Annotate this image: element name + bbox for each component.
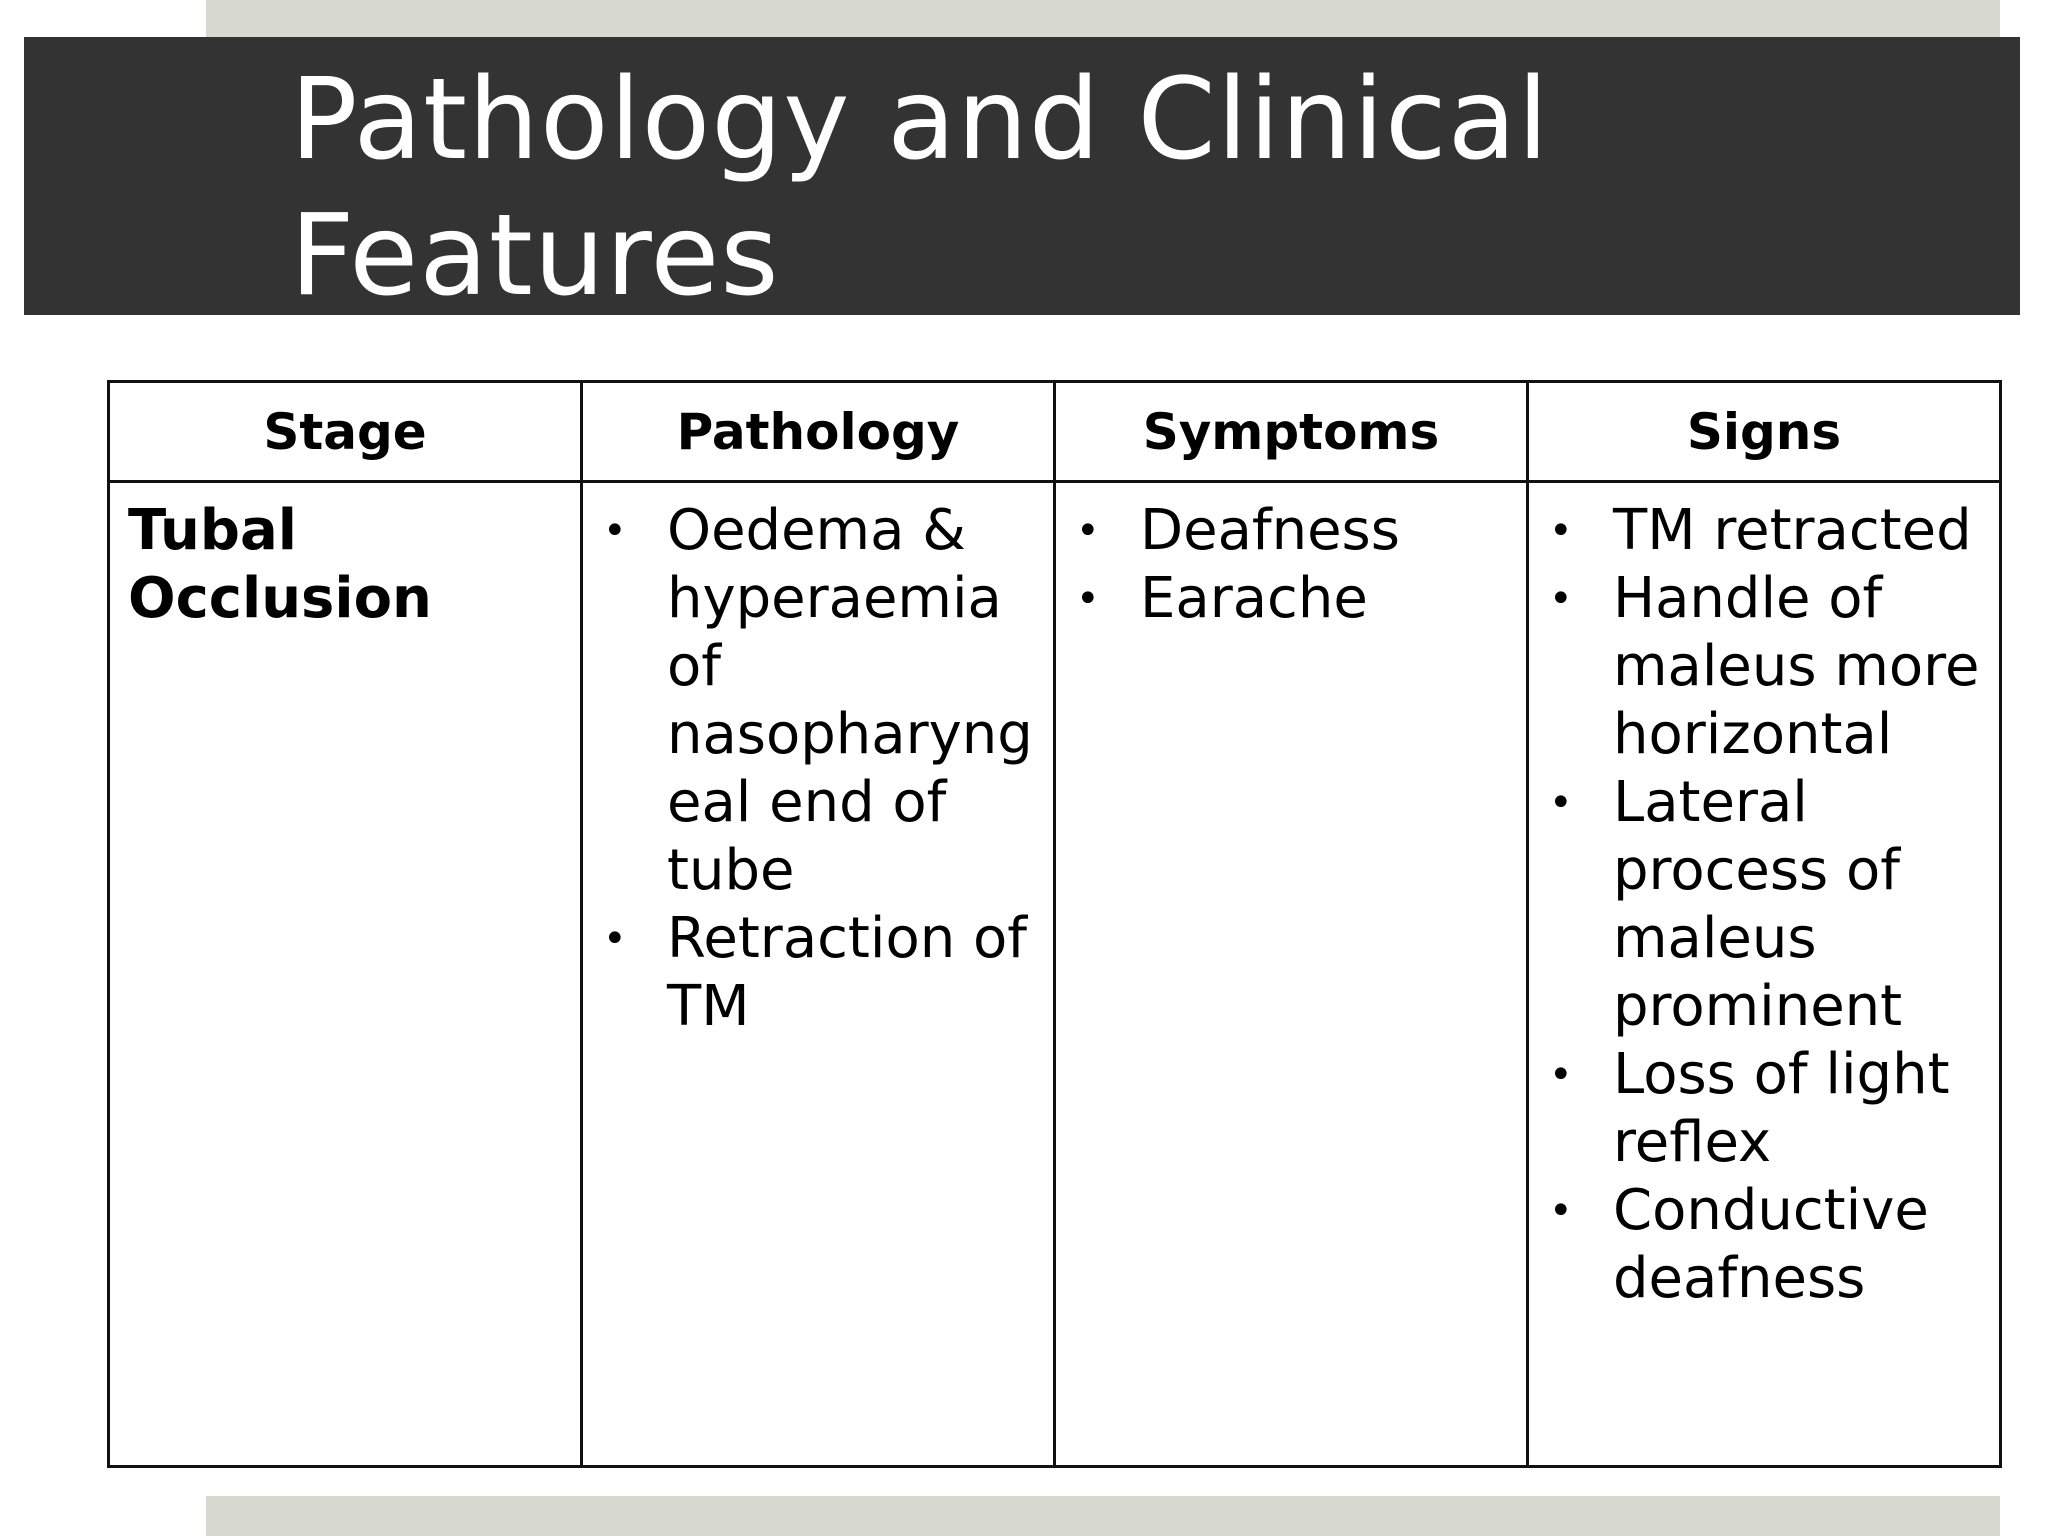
signs-cell	[1528, 482, 2001, 1467]
symptom-item: • Deafness	[1074, 497, 1512, 565]
stage-name: Tubal Occlusion	[128, 498, 432, 631]
stage-cell	[109, 482, 582, 1467]
symptoms-list	[1074, 497, 1512, 633]
bottom-accent-band	[206, 1496, 2000, 1536]
sign-item: • Loss of light reflex	[1547, 1041, 1985, 1177]
pathology-item: • Oedema & hyperaemia of nasopharyngeal end of tube	[601, 497, 1039, 905]
sign-item: • Lateral process of maleus prominent	[1547, 769, 1985, 1041]
top-accent-band	[206, 0, 2000, 40]
symptoms-cell	[1055, 482, 1528, 1467]
symptom-item: • Earache	[1074, 565, 1512, 633]
sign-item: • TM retracted	[1547, 497, 1985, 565]
header-stage: Stage	[109, 382, 582, 482]
header-pathology: Pathology	[582, 382, 1055, 482]
pathology-cell	[582, 482, 1055, 1467]
header-signs: Signs	[1528, 382, 2001, 482]
header-symptoms: Symptoms	[1055, 382, 1528, 482]
table-header-row	[109, 382, 2001, 482]
slide-title: Pathology and Clinical Features	[290, 55, 1550, 321]
sign-item: • Handle of maleus more horizontal	[1547, 565, 1985, 769]
sign-item: • Conductive deafness	[1547, 1177, 1985, 1313]
table-row	[109, 482, 2001, 1467]
clinical-features-table	[107, 380, 2002, 1468]
pathology-list	[601, 497, 1039, 1041]
signs-list	[1547, 497, 1985, 1313]
pathology-item: • Retraction of TM	[601, 905, 1039, 1041]
